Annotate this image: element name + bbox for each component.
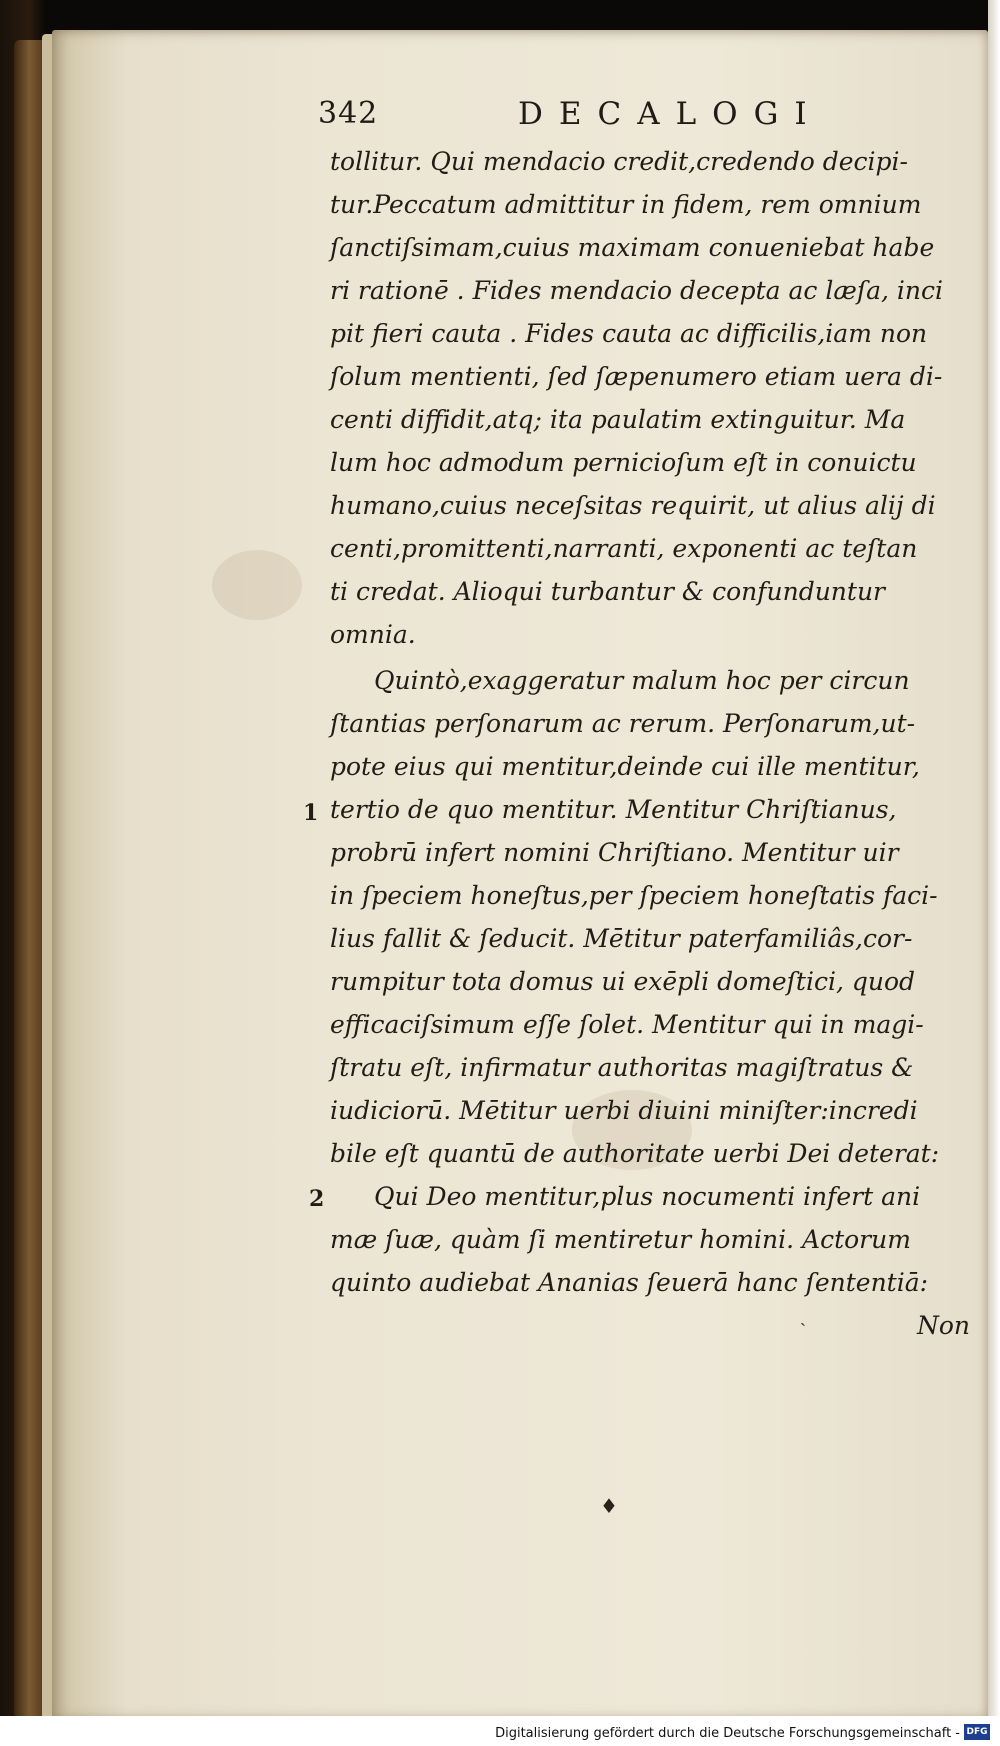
text-line: in ſpeciem honeſtus,per ſpeciem honeſtatis faci- [330, 881, 938, 910]
text-line: lius fallit & ſeducit. Mētitur paterfamiliâs,cor- [330, 924, 913, 953]
dfg-logo: DFG [964, 1724, 990, 1740]
paper-stain [212, 550, 302, 620]
text-line: Qui Deo mentitur,plus nocumenti infert ani [374, 1182, 921, 1211]
text-line: ſtantias perſonarum ac rerum. Perſonarum,ut- [330, 709, 916, 738]
text-line: mæ ſuæ, quàm ſi mentiretur homini. Actorum [330, 1225, 911, 1254]
text-line: tur.Peccatum admittitur in fidem, rem omnium [330, 190, 922, 219]
running-head: DECALOGI [518, 96, 823, 132]
page-number: 342 [318, 96, 379, 131]
text-line: bile eſt quantū de authoritate uerbi Dei deterat: [330, 1139, 940, 1168]
text-line: lum hoc admodum pernicioſum eſt in conuictu [330, 448, 917, 477]
ink-speck: ˎ [800, 1306, 806, 1327]
page-signature-mark: ♦ [600, 1494, 618, 1518]
page-header [318, 96, 858, 140]
text-line: iudiciorū. Mētitur uerbi diuini miniſter:incredi [330, 1096, 918, 1125]
text-line: centi,promittenti,narranti, exponenti ac teſtan [330, 534, 918, 563]
text-line: ti credat. Alioqui turbantur & confunduntur [330, 577, 885, 606]
text-line: probrū infert nomini Chriſtiano. Mentitur uir [330, 838, 899, 867]
scan-border [988, 0, 1000, 1746]
margin-number: 2 [309, 1186, 325, 1212]
text-line: efficaciſsimum eſſe ſolet. Mentitur qui in magi- [330, 1010, 924, 1039]
text-line: ſtratu eſt, infirmatur authoritas magiſtratus & [330, 1053, 914, 1082]
text-line: tollitur. Qui mendacio credit,credendo decipi- [330, 147, 909, 176]
footer-bar [0, 1716, 1000, 1746]
text-line: ſolum mentienti, ſed ſæpenumero etiam uera di- [330, 362, 943, 391]
text-line: quinto audiebat Ananias ſeuerā hanc ſententiā: [330, 1268, 929, 1297]
text-line: pit fieri cauta . Fides cauta ac difficilis,iam non [330, 319, 928, 348]
footer-credit: Digitalisierung gefördert durch die Deutsche Forschungsgemeinschaft - [495, 1726, 960, 1741]
text-line: humano,cuius neceſsitas requirit, ut alius alij di [330, 491, 936, 520]
text-line: tertio de quo mentitur. Mentitur Chriſtianus, [330, 795, 897, 824]
margin-number: 1 [303, 800, 319, 826]
text-line: omnia. [330, 620, 416, 649]
text-line: Quintò,exaggeratur malum hoc per circun [374, 666, 910, 695]
text-line: centi diffidit,atq; ita paulatim extinguitur. Ma [330, 405, 906, 434]
text-line: ri rationē . Fides mendacio decepta ac læſa, inci [330, 276, 943, 305]
text-line: ſanctiſsimam,cuius maximam conueniebat habe [330, 233, 935, 262]
text-line: rumpitur tota domus ui exēpli domeſtici, quod [330, 967, 916, 996]
text-line: pote eius qui mentitur,deinde cui ille mentitur, [330, 752, 920, 781]
catchword: Non [916, 1311, 970, 1340]
